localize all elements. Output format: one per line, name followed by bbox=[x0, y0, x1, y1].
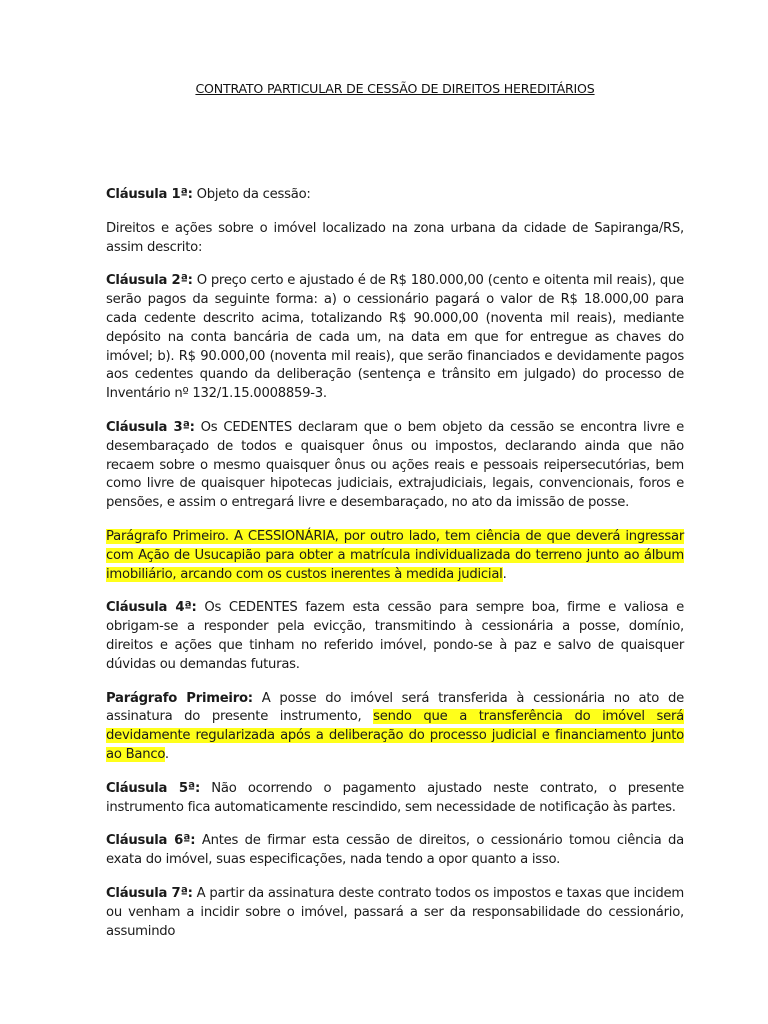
clause-3-text: Os CEDENTES declaram que o bem objeto da cessão se encontra livre e desembaraçado de todos e quaisquer ônus ou impostos, declarando ainda que não recaem sobre o mesmo quaisquer ônus ou ações reais e pessoais reipersecutórias, bem como livre de quaisquer hipotecas judiciais, extrajudiciais, legais, convencionais, foros e pensões, e assim o entregará livre e desembaraçado, no ato da imissão de posse. bbox=[106, 419, 684, 511]
paragraph-primeiro-2-text: A posse do imóvel será transferida à cessionária no ato de assinatura do presente instrumento, bbox=[106, 690, 684, 725]
paragraph-primeiro-2 bbox=[106, 690, 684, 765]
clause-1-label: Cláusula 1ª: bbox=[106, 187, 193, 202]
paragraph-primeiro-1 bbox=[106, 528, 684, 584]
clause-2-label: Cláusula 2ª: bbox=[106, 273, 193, 289]
clause-7-text: A partir da assinatura deste contrato todos os impostos e taxas que incidem ou venham a incidir sobre o imóvel, passará a ser da responsabilidade do cessionário, assumindo bbox=[106, 885, 684, 939]
clause-1-text: Objeto da cessão: bbox=[196, 187, 311, 202]
clause-6-text: Antes de firmar esta cessão de direitos, o cessionário tomou ciência da exata do imóvel, suas especificações, nada tendo a opor quanto a isso. bbox=[106, 833, 684, 868]
clause-4-label: Cláusula 4ª: bbox=[106, 600, 197, 616]
clause-1 bbox=[106, 186, 684, 205]
clause-6-label: Cláusula 6ª: bbox=[106, 833, 196, 849]
clause-5-text: Não ocorrendo o pagamento ajustado neste contrato, o presente instrumento fica automaticamente rescindido, sem necessidade de notificação às partes. bbox=[106, 780, 684, 815]
paragraph-primeiro-2-end: . bbox=[164, 746, 169, 762]
clause-7-label: Cláusula 7ª: bbox=[106, 885, 193, 901]
clause-4 bbox=[106, 599, 684, 674]
clause-7 bbox=[106, 885, 684, 941]
clause-2-text: O preço certo e ajustado é de R$ 180.000,00 (cento e oitenta mil reais), que serão pagos da seguinte forma: a) o cessionário pagará o valor de R$ 18.000,00 para cada cedente descrito acima, totalizando R$ 90.000,00 (noventa mil reais), mediante depósito na conta bancária de cada um, na data em que for entregue as chaves do imóvel; b). R$ 90.000,00 (noventa mil reais), que serão financiados e devidamente pagos aos cedentes quando da deliberação (sentença e trânsito em julgado) do processo de Inventário nº 132/1.15.0008859-3. bbox=[106, 273, 684, 402]
clause-2 bbox=[106, 272, 684, 404]
clause-3-label: Cláusula 3ª: bbox=[106, 419, 195, 435]
clause-5 bbox=[106, 780, 684, 818]
clause-4-text: Os CEDENTES fazem esta cessão para sempre boa, firme e valiosa e obrigam-se a responder pela evicção, transmitindo à cessionária a posse, domínio, direitos e ações que tinham no referido imóvel, pondo-se à paz e salvo de quaisquer dúvidas ou demandas futuras. bbox=[106, 600, 684, 672]
clause-6 bbox=[106, 832, 684, 870]
paragraph-primeiro-1-end: . bbox=[502, 566, 507, 582]
clause-1-body: Direitos e ações sobre o imóvel localizado na zona urbana da cidade de Sapiranga/RS, assim descrito: bbox=[106, 220, 684, 255]
clause-5-label: Cláusula 5ª: bbox=[106, 780, 200, 796]
paragraph-primeiro-2-label: Parágrafo Primeiro: bbox=[106, 690, 253, 706]
document-body bbox=[106, 186, 684, 956]
document-title: CONTRATO PARTICULAR DE CESSÃO DE DIREITOS HEREDITÁRIOS bbox=[195, 81, 595, 96]
clause-3 bbox=[106, 419, 684, 513]
paragraph-primeiro-2-highlight: sendo que a transferência do imóvel será devidamente regularizada após a deliberação do processo judicial e financiamento junto ao Banco bbox=[106, 709, 685, 762]
paragraph-primeiro-1-highlight: Parágrafo Primeiro. A CESSIONÁRIA, por outro lado, tem ciência de que deverá ingressar com Ação de Usucapião para obter a matrícula individualizada do terreno junto ao álbum imobiliário, arcando com os custos inerentes à medida judicial bbox=[106, 528, 684, 582]
